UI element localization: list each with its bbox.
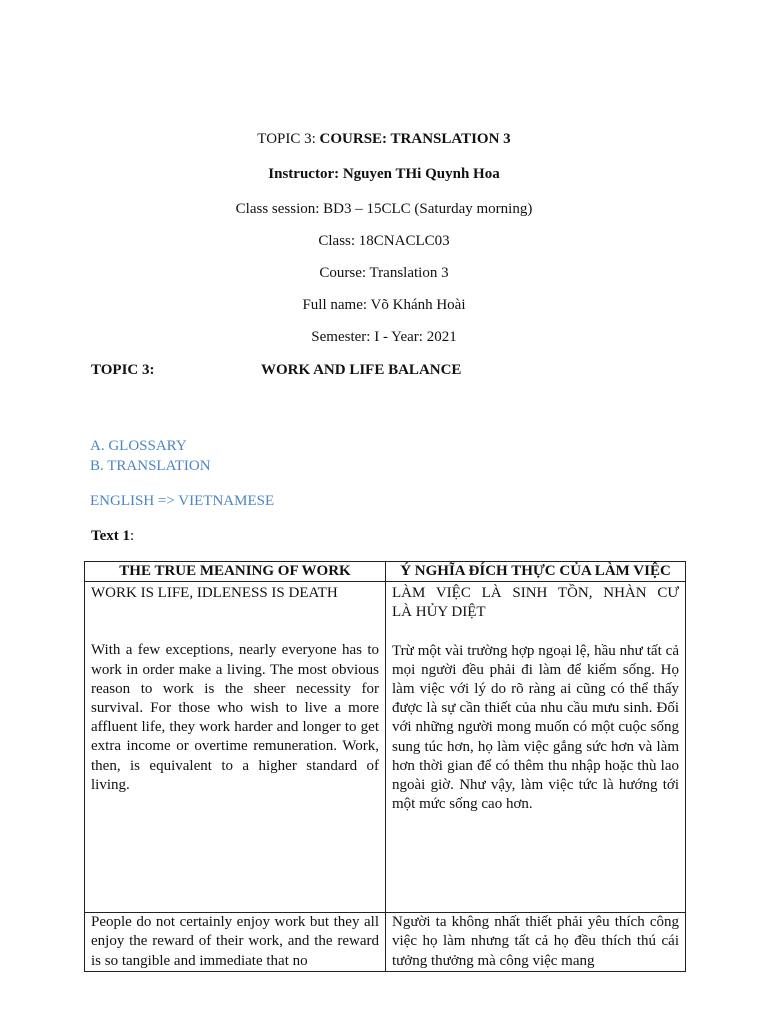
vietnamese-cell — [386, 582, 686, 913]
subtitle-english: WORK IS LIFE, IDLENESS IS DEATH — [91, 585, 338, 602]
class-session-line: Class session: BD3 – 15CLC (Saturday morning) — [235, 201, 533, 217]
course-line: Course: Translation 3 — [319, 265, 449, 281]
text-label — [91, 527, 134, 545]
semester-line: Semester: I - Year: 2021 — [311, 329, 457, 345]
subtitle-vietnamese-line-1: LÀM VIỆC LÀ SINH TỒN, NHÀN CƯ — [392, 585, 679, 602]
topic-label: TOPIC 3: — [91, 362, 155, 378]
paragraph-vietnamese-2: Người ta không nhất thiết phải yêu thích công việc họ làm nhưng tất cả họ đều thích thú cái tưởng thưởng mà công việc mang — [392, 914, 679, 969]
topic-title: WORK AND LIFE BALANCE — [261, 362, 462, 378]
table-row — [85, 913, 686, 972]
direction-heading: ENGLISH => VIETNAMESE — [90, 493, 275, 509]
english-cell-2 — [85, 913, 386, 972]
table-header-row — [85, 562, 686, 582]
english-cell — [85, 582, 386, 913]
paragraph-vietnamese-1: Trừ một vài trường hợp ngoại lệ, hầu như tất cả mọi người đều phải đi làm để kiếm sống. Họ làm việc với lý do rõ ràng ai cũng có thể thấy được là sự cần thiết của nhu cầu mưu sinh. Đối với những người mong muốn có một cuộc sống sung túc hơn, họ làm việc gắng sức hơn và làm hơn thời gian để có thêm thu nhập hoặc thù lao ngoài giờ. Như vậy, làm việc tức là hướng tới một mức sống cao hơn. — [392, 642, 679, 813]
paragraph-english-1: With a few exceptions, nearly everyone has to work in order make a living. The most obvious reason to work is the sheer necessity for survival. For those who wish to live a more affluent life, they work harder and longer to get extra income or overtime remuneration. Work, then, is equivalent to a higher standard of living. — [91, 642, 379, 793]
topic-prefix: TOPIC 3: — [257, 131, 320, 147]
course-heading — [0, 130, 768, 148]
paragraph-english-2: People do not certainly enjoy work but they all enjoy the reward of their work, and the reward is so tangible and immediate that no — [91, 914, 379, 969]
subtitle-vietnamese — [392, 582, 679, 622]
table-row — [85, 582, 686, 913]
subtitle-vietnamese-line-2: LÀ HỦY DIỆT — [392, 604, 486, 621]
text-label-bold: Text 1 — [91, 528, 131, 544]
header-english: THE TRUE MEANING OF WORK — [85, 562, 386, 582]
translation-table — [84, 561, 686, 972]
glossary-heading: A. GLOSSARY — [90, 438, 187, 454]
full-name-line: Full name: Võ Khánh Hoài — [302, 297, 466, 313]
text-label-colon: : — [130, 528, 135, 544]
course-title: COURSE: TRANSLATION 3 — [319, 131, 511, 147]
class-line: Class: 18CNACLC03 — [318, 233, 450, 249]
translation-heading: B. TRANSLATION — [90, 458, 211, 474]
header-vietnamese: Ý NGHĨA ĐÍCH THỰC CỦA LÀM VIỆC — [386, 562, 686, 582]
vietnamese-cell-2 — [386, 913, 686, 972]
instructor-line: Instructor: Nguyen THi Quynh Hoa — [268, 166, 500, 182]
